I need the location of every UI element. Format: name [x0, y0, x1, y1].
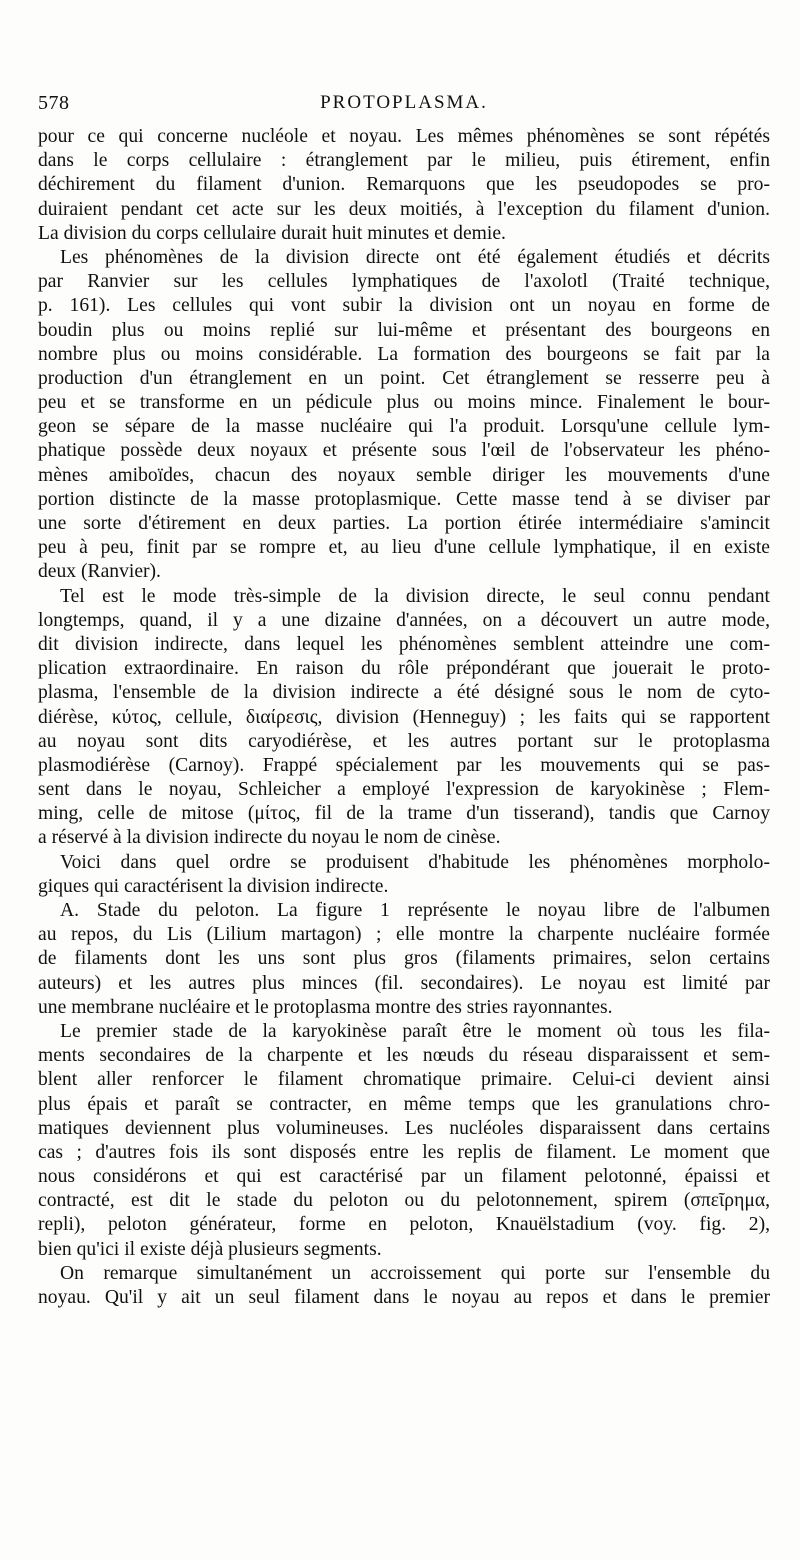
text-line: Voici dans quel ordre se produisent d'habitude les phénomènes morpholo- — [60, 851, 770, 873]
text-line: geon se sépare de la masse nucléaire qui l'a produit. Lorsqu'une cellule lym- — [38, 416, 770, 438]
text-line: ments secondaires de la charpente et les nœuds du réseau disparaissent et sem- — [38, 1045, 770, 1067]
text-line: deux (Ranvier). — [38, 561, 161, 583]
text-line: La division du corps cellulaire durait huit minutes et demie. — [38, 222, 506, 244]
text-line: une membrane nucléaire et le protoplasma montre des stries rayonnantes. — [38, 996, 613, 1018]
text-line: cas ; d'autres fois ils sont disposés entre les replis de filament. Le moment que — [38, 1141, 770, 1163]
text-line: p. 161). Les cellules qui vont subir la division ont un noyau en forme de — [38, 295, 770, 317]
text-line: giques qui caractérisent la division indirecte. — [38, 875, 389, 897]
text-line: de filaments dont les uns sont plus gros (filaments primaires, selon certains — [38, 948, 770, 970]
page-number: 578 — [38, 92, 70, 114]
text-line: matiques deviennent plus volumineuses. Les nucléoles disparaissent dans certains — [38, 1117, 770, 1139]
text-line: par Ranvier sur les cellules lymphatiques de l'axolotl (Traité technique, — [38, 271, 770, 293]
text-line: repli), peloton générateur, forme en peloton, Knauëlstadium (voy. fig. 2), — [38, 1214, 770, 1236]
text-line: Tel est le mode très-simple de la division directe, le seul connu pendant — [60, 585, 770, 607]
text-line: au noyau sont dits caryodiérèse, et les autres portant sur le protoplasma — [38, 730, 770, 752]
text-line: On remarque simultanément un accroissement qui porte sur l'ensemble du — [60, 1262, 770, 1284]
page-header — [38, 92, 770, 118]
text-line: dit division indirecte, dans lequel les phénomènes semblent atteindre une com- — [38, 633, 770, 655]
text-line: une sorte d'étirement en deux parties. La portion étirée intermédiaire s'amincit — [38, 513, 770, 534]
text-line: plasma, l'ensemble de la division indirecte a été désigné sous le nom de cyto- — [38, 682, 770, 704]
text-line: ming, celle de mitose (μίτος, fil de la trame d'un tisserand), tandis que Carnoy — [38, 803, 770, 825]
running-title: PROTOPLASMA. — [320, 92, 488, 113]
text-line: nombre plus ou moins considérable. La formation des bourgeons se fait par la — [38, 343, 770, 365]
text-line: déchirement du filament d'union. Remarquons que les pseudopodes se pro- — [38, 174, 770, 196]
text-line: phatique possède deux noyaux et présente sous l'œil de l'observateur les phéno- — [38, 440, 770, 462]
text-line: plication extraordinaire. En raison du rôle prépondérant que jouerait le proto- — [38, 658, 770, 680]
text-line: production d'un étranglement en un point. Cet étranglement se resserre peu à — [38, 367, 770, 389]
text-line: A. Stade du peloton. La figure 1 représente le noyau libre de l'albumen — [60, 900, 770, 921]
text-line: Les phénomènes de la division directe ont été également étudiés et décrits — [60, 246, 770, 268]
text-line: boudin plus ou moins replié sur lui-même et présentant des bourgeons en — [38, 319, 770, 341]
body-text — [38, 125, 770, 1310]
text-line: plasmodiérèse (Carnoy). Frappé spécialement par les mouvements qui se pas- — [38, 754, 770, 776]
text-line: bien qu'ici il existe déjà plusieurs segments. — [38, 1238, 382, 1260]
text-line: pour ce qui concerne nucléole et noyau. Les mêmes phénomènes se sont répétés — [38, 126, 770, 147]
text-line: nous considérons et qui est caractérisé par un filament pelotonné, épaissi et — [38, 1166, 770, 1188]
text-line: longtemps, quand, il y a une dizaine d'années, on a découvert un autre mode, — [38, 609, 770, 631]
text-line: peu et se transforme en un pédicule plus ou moins mince. Finalement le bour- — [38, 392, 770, 414]
text-line: auteurs) et les autres plus minces (fil. secondaires). Le noyau est limité par — [38, 972, 770, 994]
text-line: blent aller renforcer le filament chromatique primaire. Celui-ci devient ainsi — [38, 1069, 770, 1091]
text-line: sent dans le noyau, Schleicher a employé l'expression de karyokinèse ; Flem- — [38, 779, 770, 801]
text-line: peu à peu, finit par se rompre et, au lieu d'une cellule lymphatique, il en existe — [38, 537, 770, 559]
text-line: diérèse, κύτος, cellule, διαίρεσις, division (Henneguy) ; les faits qui se rapportent — [38, 706, 770, 728]
text-line: noyau. Qu'il y ait un seul filament dans le noyau au repos et dans le premier — [38, 1287, 770, 1308]
text-line: dans le corps cellulaire : étranglement par le milieu, puis étirement, enfin — [38, 150, 770, 172]
text-line: mènes amiboïdes, chacun des noyaux semble diriger les mouvements d'une — [38, 464, 770, 486]
text-line: contracté, est dit le stade du peloton ou du pelotonnement, spirem (σπεῖρημα, — [38, 1190, 770, 1212]
text-line: Le premier stade de la karyokinèse paraît être le moment où tous les fila- — [60, 1020, 770, 1042]
text-line: au repos, du Lis (Lilium martagon) ; elle montre la charpente nucléaire formée — [38, 924, 770, 946]
text-line: plus épais et paraît se contracter, en même temps que les granulations chro- — [38, 1093, 770, 1115]
text-line: portion distincte de la masse protoplasmique. Cette masse tend à se diviser par — [38, 488, 770, 510]
text-line: a réservé à la division indirecte du noyau le nom de cinèse. — [38, 827, 501, 849]
text-line: duiraient pendant cet acte sur les deux moitiés, à l'exception du filament d'union. — [38, 198, 770, 220]
